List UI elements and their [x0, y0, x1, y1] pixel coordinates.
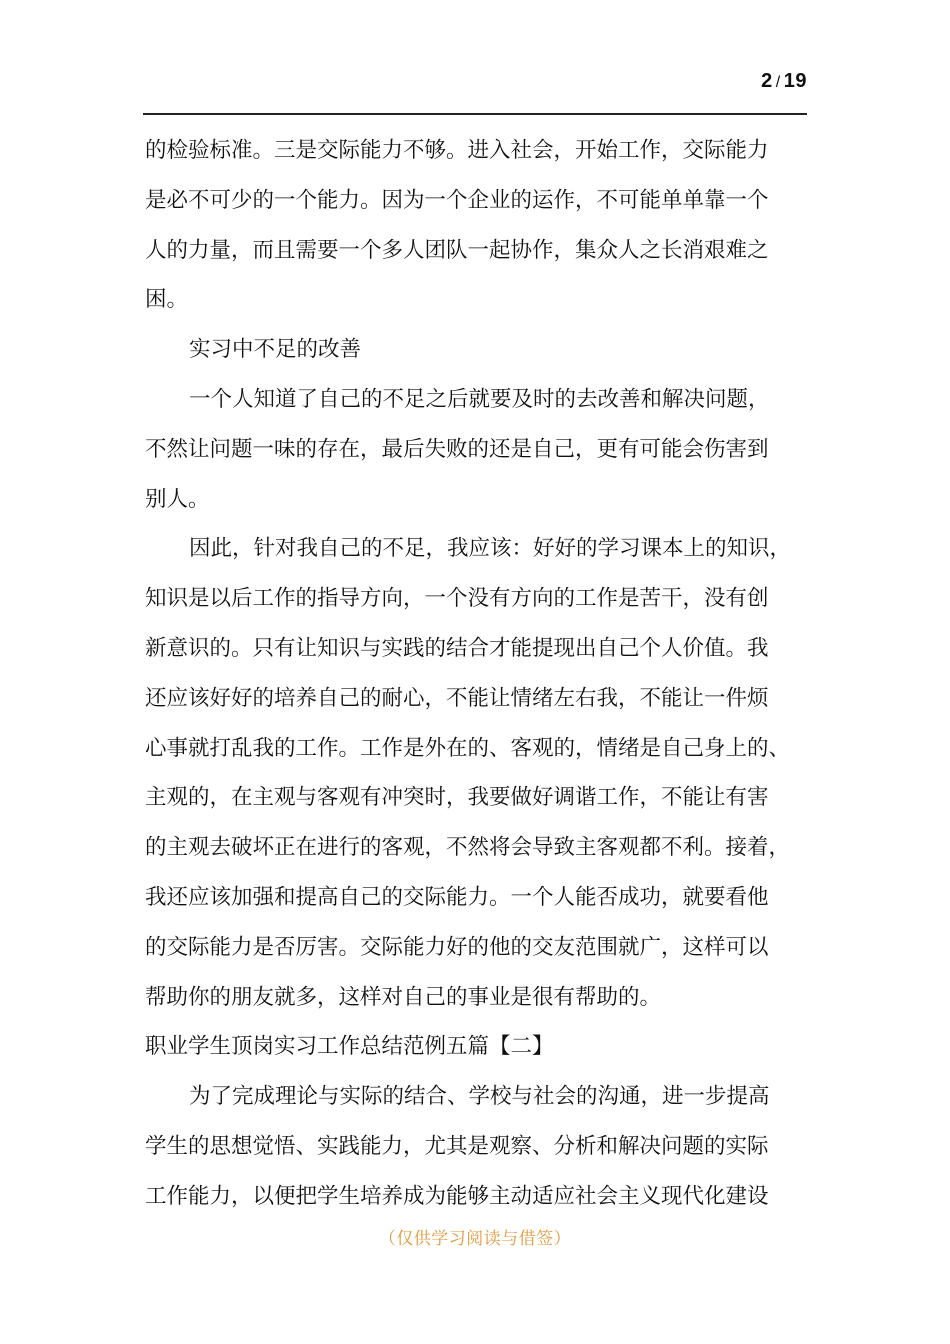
text-line: 新意识的。只有让知识与实践的结合才能提现出自己个人价值。我: [145, 635, 769, 661]
text-line: 工作能力，以便把学生培养成为能够主动适应社会主义现代化建设: [145, 1183, 769, 1209]
text-line: 学生的思想觉悟、实践能力，尤其是观察、分析和解决问题的实际: [145, 1133, 769, 1159]
text-line: 还应该好好的培养自己的耐心，不能让情绪左右我，不能让一件烦: [145, 685, 769, 711]
page-number: [761, 70, 807, 93]
text-line: 我还应该加强和提高自己的交际能力。一个人能否成功，就要看他: [145, 884, 769, 910]
text-line: 困。: [145, 287, 189, 313]
text-line: 为了完成理论与实际的结合、学校与社会的沟通，进一步提高: [189, 1084, 770, 1110]
text-line: 职业学生顶岗实习工作总结范例五篇【二】: [145, 1034, 554, 1060]
text-line: 的交际能力是否厉害。交际能力好的他的交友范围就广，这样可以: [145, 934, 769, 960]
page-total: 19: [783, 70, 807, 92]
text-line: 是必不可少的一个能力。因为一个企业的运作，不可能单单靠一个: [145, 187, 769, 213]
text-line: 知识是以后工作的指导方向，一个没有方向的工作是苦干，没有创: [145, 586, 769, 612]
text-line: 主观的，在主观与客观有冲突时，我要做好调谐工作，不能让有害: [145, 785, 769, 811]
document-body: [145, 126, 821, 1222]
text-line: 人的力量，而且需要一个多人团队一起协作，集众人之长消艰难之: [145, 237, 769, 263]
page-separator: /: [775, 74, 781, 91]
text-line: 实习中不足的改善: [189, 337, 362, 363]
text-line: 不然让问题一味的存在，最后失败的还是自己，更有可能会伤害到: [145, 436, 769, 462]
page-current: 2: [761, 70, 773, 92]
text-line: 帮助你的朋友就多，这样对自己的事业是很有帮助的。: [145, 984, 662, 1010]
text-line: 别人。: [145, 486, 210, 512]
text-line: 的检验标准。三是交际能力不够。进入社会，开始工作，交际能力: [145, 138, 769, 163]
footer-note: （仅供学习阅读与借签）: [378, 1229, 572, 1249]
text-line: 一个人知道了自己的不足之后就要及时的去改善和解决问题，: [189, 386, 770, 412]
header-divider: [143, 113, 807, 115]
text-line: 心事就打乱我的工作。工作是外在的、客观的，情绪是自己身上的、: [145, 735, 791, 761]
text-line: 的主观去破坏正在进行的客观，不然将会导致主客观都不利。接着，: [145, 835, 791, 861]
text-line: 因此，针对我自己的不足，我应该：好好的学习课本上的知识，: [189, 536, 792, 562]
